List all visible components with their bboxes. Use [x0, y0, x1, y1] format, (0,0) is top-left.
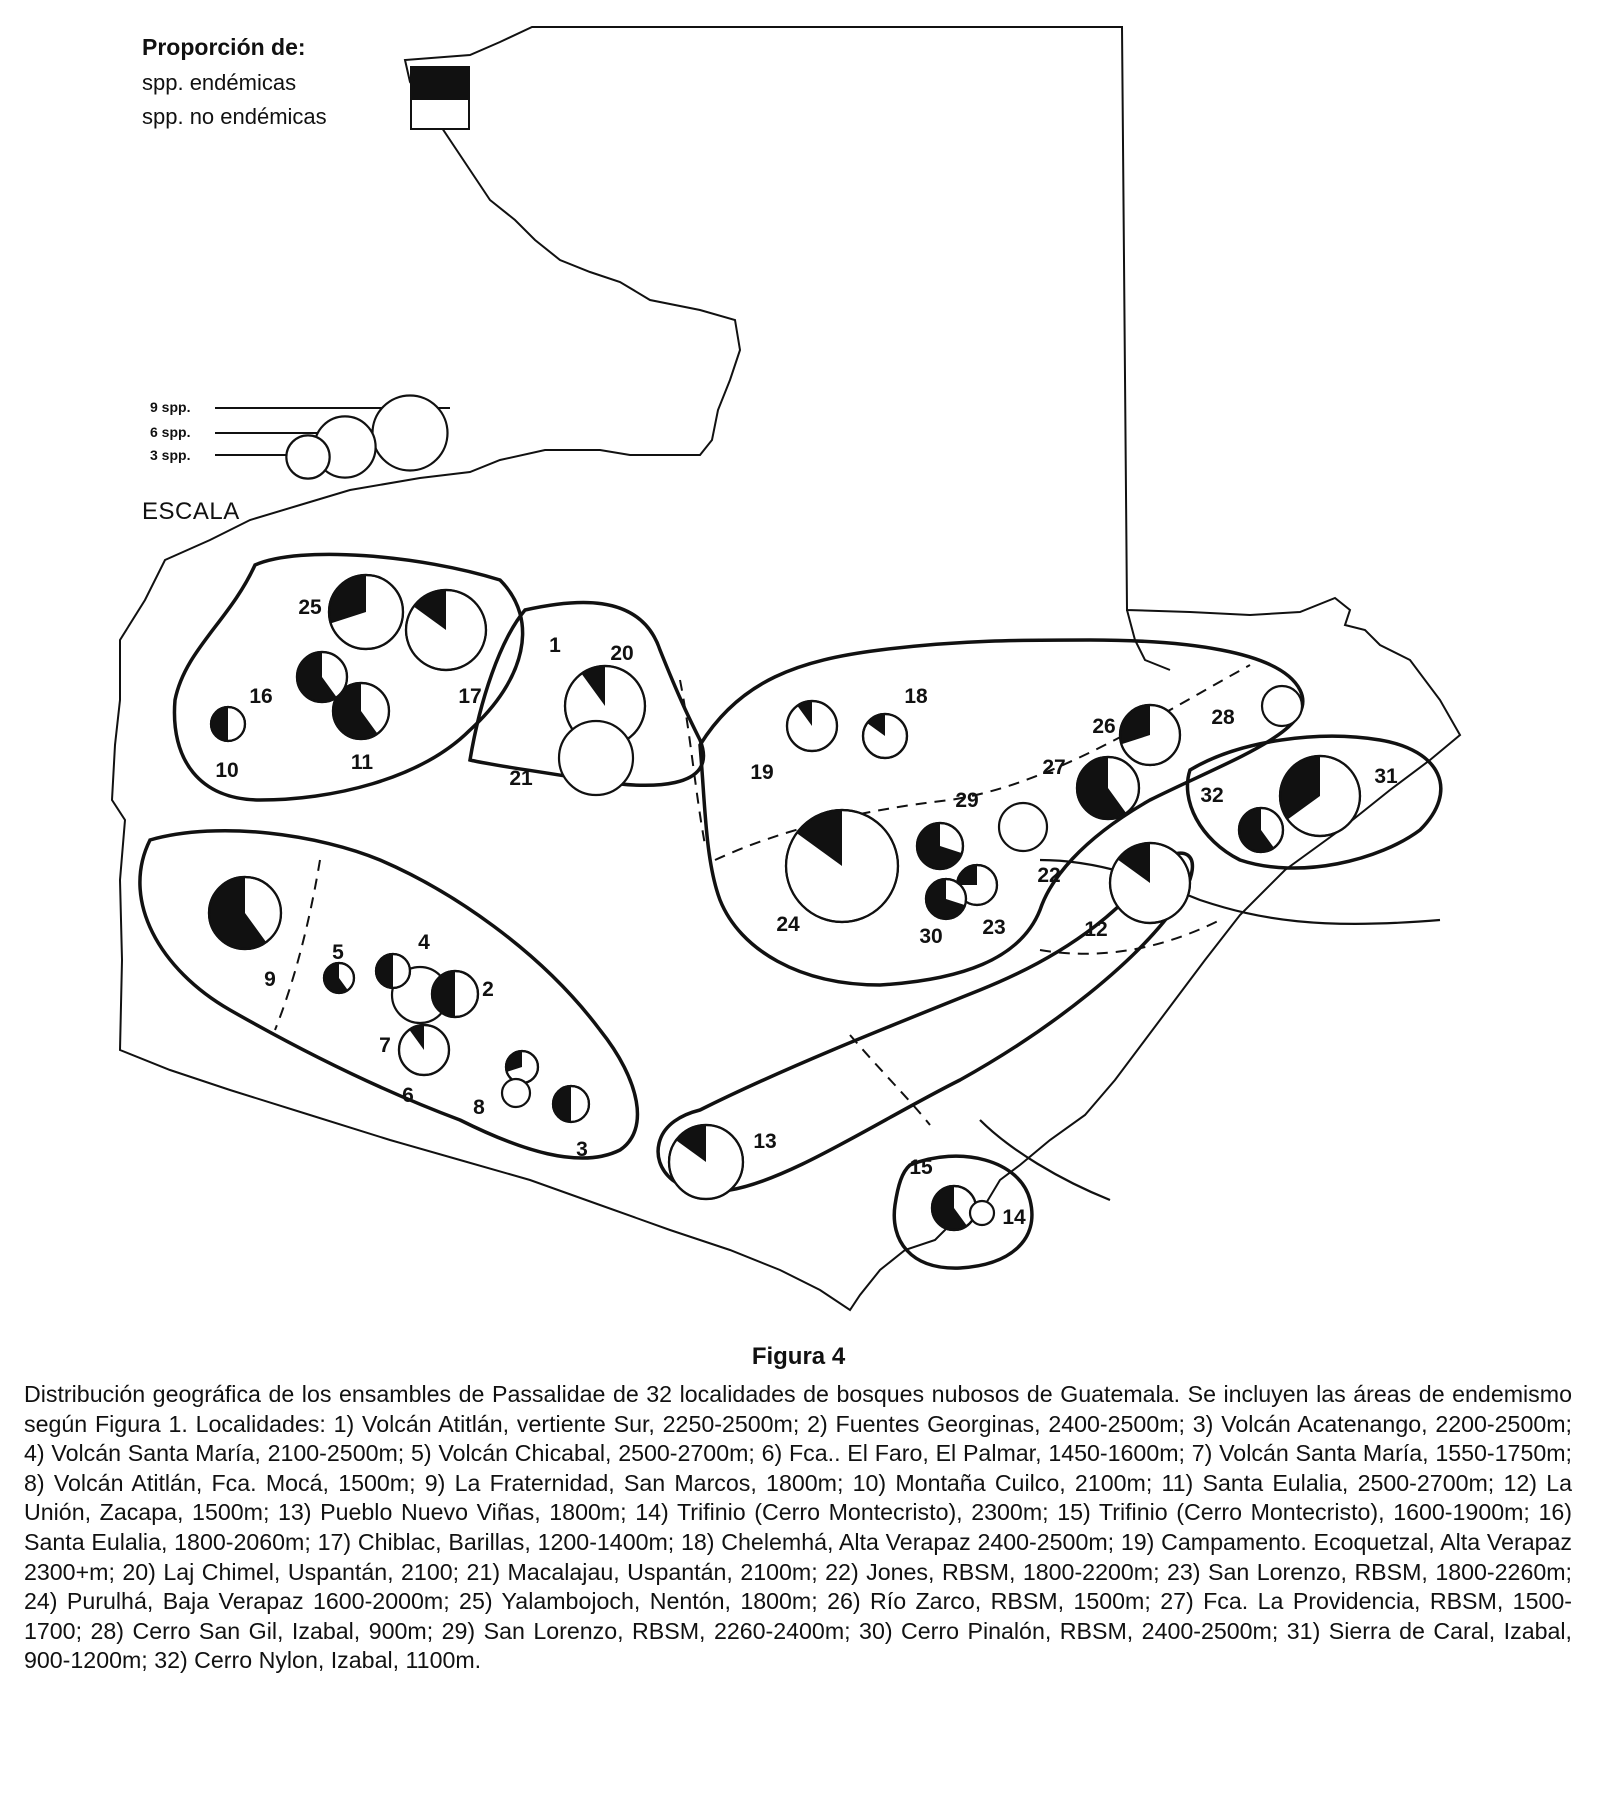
pie-nonendemic	[502, 1079, 530, 1107]
locality-pie-3	[553, 1086, 589, 1122]
locality-pie-30	[926, 879, 966, 919]
locality-pie-31	[1280, 756, 1360, 836]
pie-nonendemic	[559, 721, 633, 795]
scale-circle	[286, 435, 329, 478]
locality-pie-15	[932, 1186, 976, 1230]
locality-pie-25	[329, 575, 403, 649]
locality-pie-2	[432, 971, 478, 1017]
locality-label: 18	[904, 685, 928, 708]
pie-nonendemic	[1262, 686, 1302, 726]
locality-label: 27	[1042, 756, 1066, 779]
locality-pie-22	[999, 803, 1047, 851]
locality-pie-7	[399, 1025, 449, 1075]
locality-pie-24	[786, 810, 898, 922]
locality-label: 19	[750, 761, 774, 784]
legend-endemic-swatch	[410, 66, 470, 98]
locality-pie-9	[209, 877, 281, 949]
locality-label: 16	[249, 685, 273, 708]
locality-label: 24	[776, 913, 800, 936]
locality-label: 14	[1002, 1206, 1026, 1229]
locality-label: 25	[298, 596, 322, 619]
locality-label: 4	[418, 931, 430, 954]
locality-label: 31	[1374, 765, 1398, 788]
locality-label: 8	[473, 1096, 485, 1119]
locality-label: 20	[610, 642, 634, 665]
scale-label-9: 9 spp.	[150, 399, 191, 415]
legend-nonendemic-swatch	[410, 98, 470, 130]
pie-endemic-slice	[211, 707, 228, 741]
legend-endemic-label: spp. endémicas	[142, 70, 297, 95]
locality-label: 11	[350, 751, 374, 774]
locality-pie-32	[1239, 808, 1283, 852]
locality-label: 29	[955, 789, 979, 812]
locality-label: 32	[1200, 784, 1224, 807]
locality-label: 10	[215, 759, 239, 782]
locality-label: 6	[402, 1084, 414, 1107]
locality-label: 9	[264, 968, 276, 991]
river-line-2	[980, 1120, 1110, 1200]
locality-label: 28	[1211, 706, 1235, 729]
locality-label: 21	[509, 767, 533, 790]
locality-label: 26	[1092, 715, 1116, 738]
locality-label: 30	[919, 925, 943, 948]
area-southeast	[658, 853, 1192, 1192]
locality-pie-4	[376, 954, 410, 988]
figure-title: Figura 4	[751, 1343, 846, 1370]
locality-pie-16	[297, 652, 347, 702]
locality-label: 7	[379, 1034, 391, 1057]
locality-label: 13	[753, 1130, 777, 1153]
pie-nonendemic	[999, 803, 1047, 851]
locality-pie-29	[917, 823, 963, 869]
locality-label: 3	[576, 1138, 588, 1161]
scale-label-3: 3 spp.	[150, 447, 191, 463]
locality-pie-14	[970, 1201, 994, 1225]
scale-title: ESCALA	[142, 498, 240, 525]
locality-label: 15	[909, 1156, 933, 1179]
locality-pie-8	[502, 1079, 530, 1107]
locality-pie-27	[1077, 757, 1139, 819]
locality-label: 23	[982, 916, 1006, 939]
figure-caption: Distribución geográfica de los ensambles de Passalidae de 32 localidades de bosques nubosos de Guatemala. Se incluyen las áreas de endemismo según Figura 1. Localidades: 1) Volcán Atitlán, vertiente Sur, 2250-2500m; 2) Fuentes Georginas, 2400-2500m; 3) Volcán Acatenango, 2200-2500m; 4) Volcán Santa María, 2100-2500m; 5) Volcán Chicabal, 2500-2700m; 6) Fca.. El Faro, El Palmar, 1450-1600m; 7) Volcán Santa María, 1550-1750m; 8) Volcán Atitlán, Fca. Mocá, 1500m; 9) La Fraternidad, San Marcos, 1800m; 10) Montaña Cuilco, 2100m; 11) Santa Eulalia, 2500-2700m; 12) La Unión, Zacapa, 1500m; 13) Pueblo Nuevo Viñas, 1800m; 14) Trifinio (Cerro Montecristo), 2300m; 15) Trifinio (Cerro Montecristo), 1600-1900m; 16) Santa Eulalia, 1800-2060m; 17) Chiblac, Barillas, 1200-1400m; 18) Chelemhá, Alta Verapaz 2400-2500m; 19) Campamento. Ecoquetzal, Alta Verapaz 2300+m; 20) Laj Chimel, Uspantán, 2100; 21) Macalajau, Uspantán, 2100m; 22) Jones, RBSM, 1800-2200m; 23) San Lorenzo, RBSM, 1800-2260m; 24) Purulhá, Baja Verapaz 1600-2000m; 25) Yalambojoch, Nentón, 1800m; 26) Río Zarco, RBSM, 1500m; 27) Fca. La Providencia, RBSM, 1500-1700; 28) Cerro San Gil, Izabal, 900m; 29) San Lorenzo, RBSM, 2260-2400m; 30) Cerro Pinalón, RBSM, 2400-2500m; 31) Sierra de Caral, Izabal, 900-1200m; 32) Cerro Nylon, Izabal, 1100m.	[24, 1381, 1572, 1674]
legend-nonendemic-label: spp. no endémicas	[142, 104, 327, 129]
locality-pie-18	[863, 714, 907, 758]
locality-pie-17	[406, 590, 486, 670]
locality-pie-19	[787, 701, 837, 751]
scale-circle	[373, 396, 448, 471]
locality-label: 22	[1037, 864, 1061, 887]
locality-label: 1	[549, 634, 561, 657]
locality-pie-13	[669, 1125, 743, 1199]
locality-pie-12	[1110, 843, 1190, 923]
locality-pie-26	[1120, 705, 1180, 765]
pie-endemic-slice	[553, 1086, 571, 1122]
locality-label: 17	[458, 685, 482, 708]
locality-label: 5	[332, 941, 344, 964]
locality-pie-21	[559, 721, 633, 795]
pie-nonendemic	[970, 1201, 994, 1225]
locality-label: 12	[1084, 918, 1108, 941]
pie-endemic-slice	[376, 954, 393, 988]
locality-pie-28	[1262, 686, 1302, 726]
locality-pie-10	[211, 707, 245, 741]
legend-title: Proporción de:	[142, 34, 306, 60]
locality-pie-1	[506, 1051, 538, 1083]
scale-label-6: 6 spp.	[150, 424, 191, 440]
locality-label: 2	[482, 978, 494, 1001]
locality-pie-5	[324, 963, 354, 993]
